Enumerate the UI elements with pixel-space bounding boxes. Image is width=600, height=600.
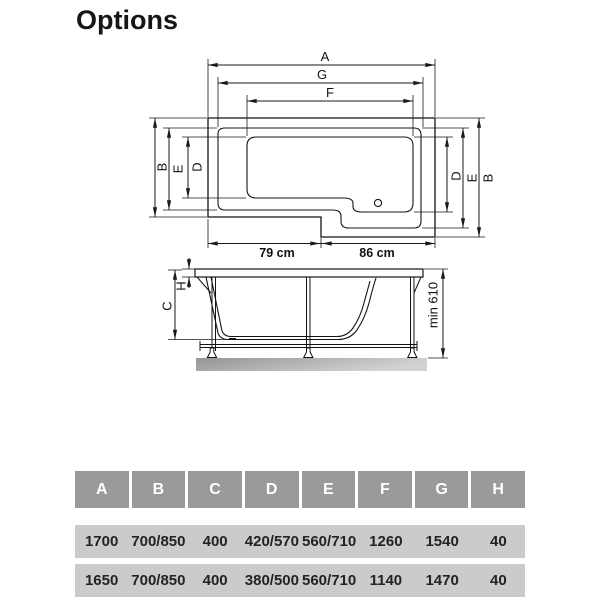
tub-profile-inner <box>211 277 370 337</box>
header-cell: E <box>302 471 356 508</box>
spec-table <box>75 471 525 597</box>
table-cell: 560/710 <box>302 533 357 550</box>
table-cell: 560/710 <box>302 572 357 589</box>
dim-label-B-left: B <box>154 162 170 172</box>
table-row <box>75 564 525 597</box>
table-cell: 1650 <box>84 572 119 589</box>
ground <box>196 358 427 371</box>
dim-label-D-right: D <box>448 171 464 181</box>
page-title: Options <box>76 5 178 35</box>
header-cell: C <box>188 471 242 508</box>
side-view <box>160 258 449 371</box>
table-cell: 700/850 <box>131 572 186 589</box>
dim-label-min610: min 610 <box>425 281 441 329</box>
dim-label-79cm: 79 cm <box>259 246 295 260</box>
dim-label-F: F <box>326 85 334 100</box>
spec-table-header <box>75 471 525 508</box>
dim-label-86cm: 86 cm <box>359 246 395 260</box>
tub-profile-outer <box>206 277 376 340</box>
table-cell: 40 <box>490 533 507 550</box>
top-view <box>149 49 496 260</box>
dim-label-E-left: E <box>170 164 186 174</box>
table-cell: 1260 <box>369 533 403 550</box>
header-cell: D <box>245 471 299 508</box>
header-cell: B <box>132 471 186 508</box>
dim-label-D-left: D <box>189 162 205 172</box>
dim-label-H: H <box>173 281 189 291</box>
tub-outer-outline <box>208 118 435 237</box>
table-cell: 420/570 <box>244 533 299 550</box>
table-cell: 380/500 <box>244 572 299 589</box>
table-row <box>75 525 525 558</box>
feet <box>207 348 416 358</box>
table-cell: 400 <box>202 533 228 550</box>
tub-rim <box>195 269 423 277</box>
table-cell: 40 <box>490 572 507 589</box>
dim-label-G: G <box>316 67 328 82</box>
dim-label-C: C <box>159 301 175 311</box>
dim-label-E-right: E <box>464 173 480 183</box>
header-cell: A <box>75 471 129 508</box>
dim-label-A: A <box>320 49 330 64</box>
table-cell: 1540 <box>425 533 459 550</box>
table-cell: 1140 <box>369 572 403 589</box>
table-cell: 1470 <box>425 572 459 589</box>
table-cell: 1700 <box>84 533 119 550</box>
table-cell: 700/850 <box>131 533 186 550</box>
dim-label-B-right: B <box>480 173 496 183</box>
tub-rim-inner-outline <box>218 128 421 228</box>
drain-hole <box>374 199 381 206</box>
header-cell: G <box>415 471 469 508</box>
header-cell: F <box>358 471 412 508</box>
header-cell: H <box>471 471 525 508</box>
table-cell: 400 <box>202 572 228 589</box>
tub-basin-outline <box>247 137 413 212</box>
